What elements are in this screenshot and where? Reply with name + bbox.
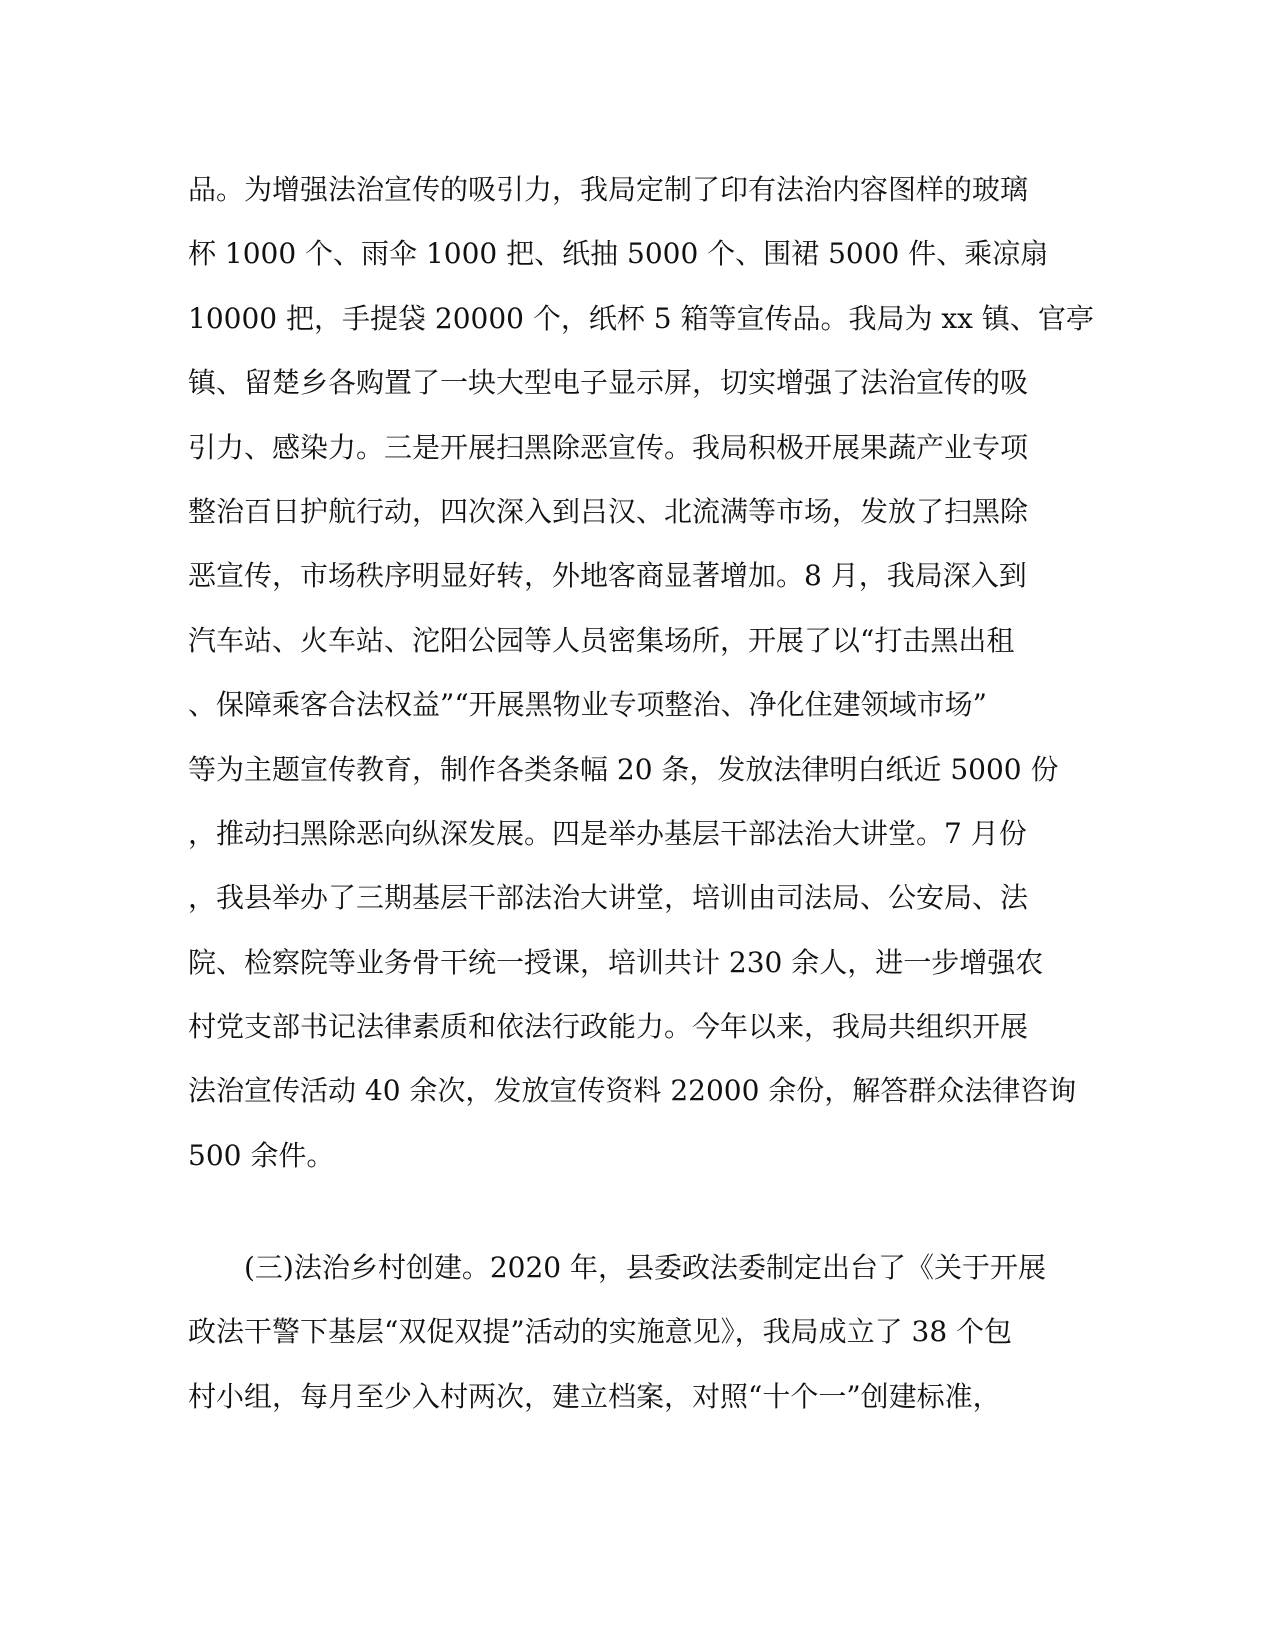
text-line: 村党支部书记法律素质和依法行政能力。今年以来，我局共组织开展 (188, 1010, 1029, 1044)
text-line: 院、检察院等业务骨干统一授课，培训共计 230 余人，进一步增强农 (188, 945, 1044, 979)
paragraph-legal-publicity (188, 158, 1094, 1188)
text-line: (三)法治乡村创建。2020 年，县委政法委制定出台了《关于开展 (188, 1251, 1047, 1284)
text-line: 政法干警下基层“双促双提”活动的实施意见》，我局成立了 38 个包 (188, 1315, 1013, 1349)
text-line: 镇、留楚乡各购置了一块大型电子显示屏，切实增强了法治宣传的吸 (188, 366, 1029, 400)
text-line: 、保障乘客合法权益”“开展黑物业专项整治、净化住建领域市场” (188, 688, 987, 722)
text-line: 恶宣传，市场秩序明显好转，外地客商显著增加。8 月，我局深入到 (188, 559, 1027, 593)
paragraph-rule-of-law-village (188, 1236, 1088, 1429)
text-line: 整治百日护航行动，四次深入到吕汉、北流满等市场，发放了扫黑除 (188, 494, 1029, 528)
text-line: 500 余件。 (188, 1138, 335, 1172)
text-line: 汽车站、火车站、沱阳公园等人员密集场所，开展了以“打击黑出租 (188, 623, 1015, 657)
text-line: 引力、感染力。三是开展扫黑除恶宣传。我局积极开展果蔬产业专项 (188, 430, 1029, 464)
text-line: 10000 把，手提袋 20000 个，纸杯 5 箱等宣传品。我局为 xx 镇、官亭 (188, 301, 1094, 335)
text-line: 品。为增强法治宣传的吸引力，我局定制了印有法治内容图样的玻璃 (188, 173, 1029, 206)
text-line: 村小组，每月至少入村两次，建立档案，对照“十个一”创建标准， (188, 1379, 1001, 1413)
text-line: 等为主题宣传教育，制作各类条幅 20 条，发放法律明白纸近 5000 份 (188, 752, 1059, 786)
text-line: 法治宣传活动 40 余次，发放宣传资料 22000 余份，解答群众法律咨询 (188, 1074, 1077, 1108)
text-line: ，推动扫黑除恶向纵深发展。四是举办基层干部法治大讲堂。7 月份 (188, 816, 1027, 850)
text-line: ，我县举办了三期基层干部法治大讲堂，培训由司法局、公安局、法 (188, 881, 1029, 915)
text-line: 杯 1000 个、雨伞 1000 把、纸抽 5000 个、围裙 5000 件、乘凉扇 (188, 237, 1049, 271)
